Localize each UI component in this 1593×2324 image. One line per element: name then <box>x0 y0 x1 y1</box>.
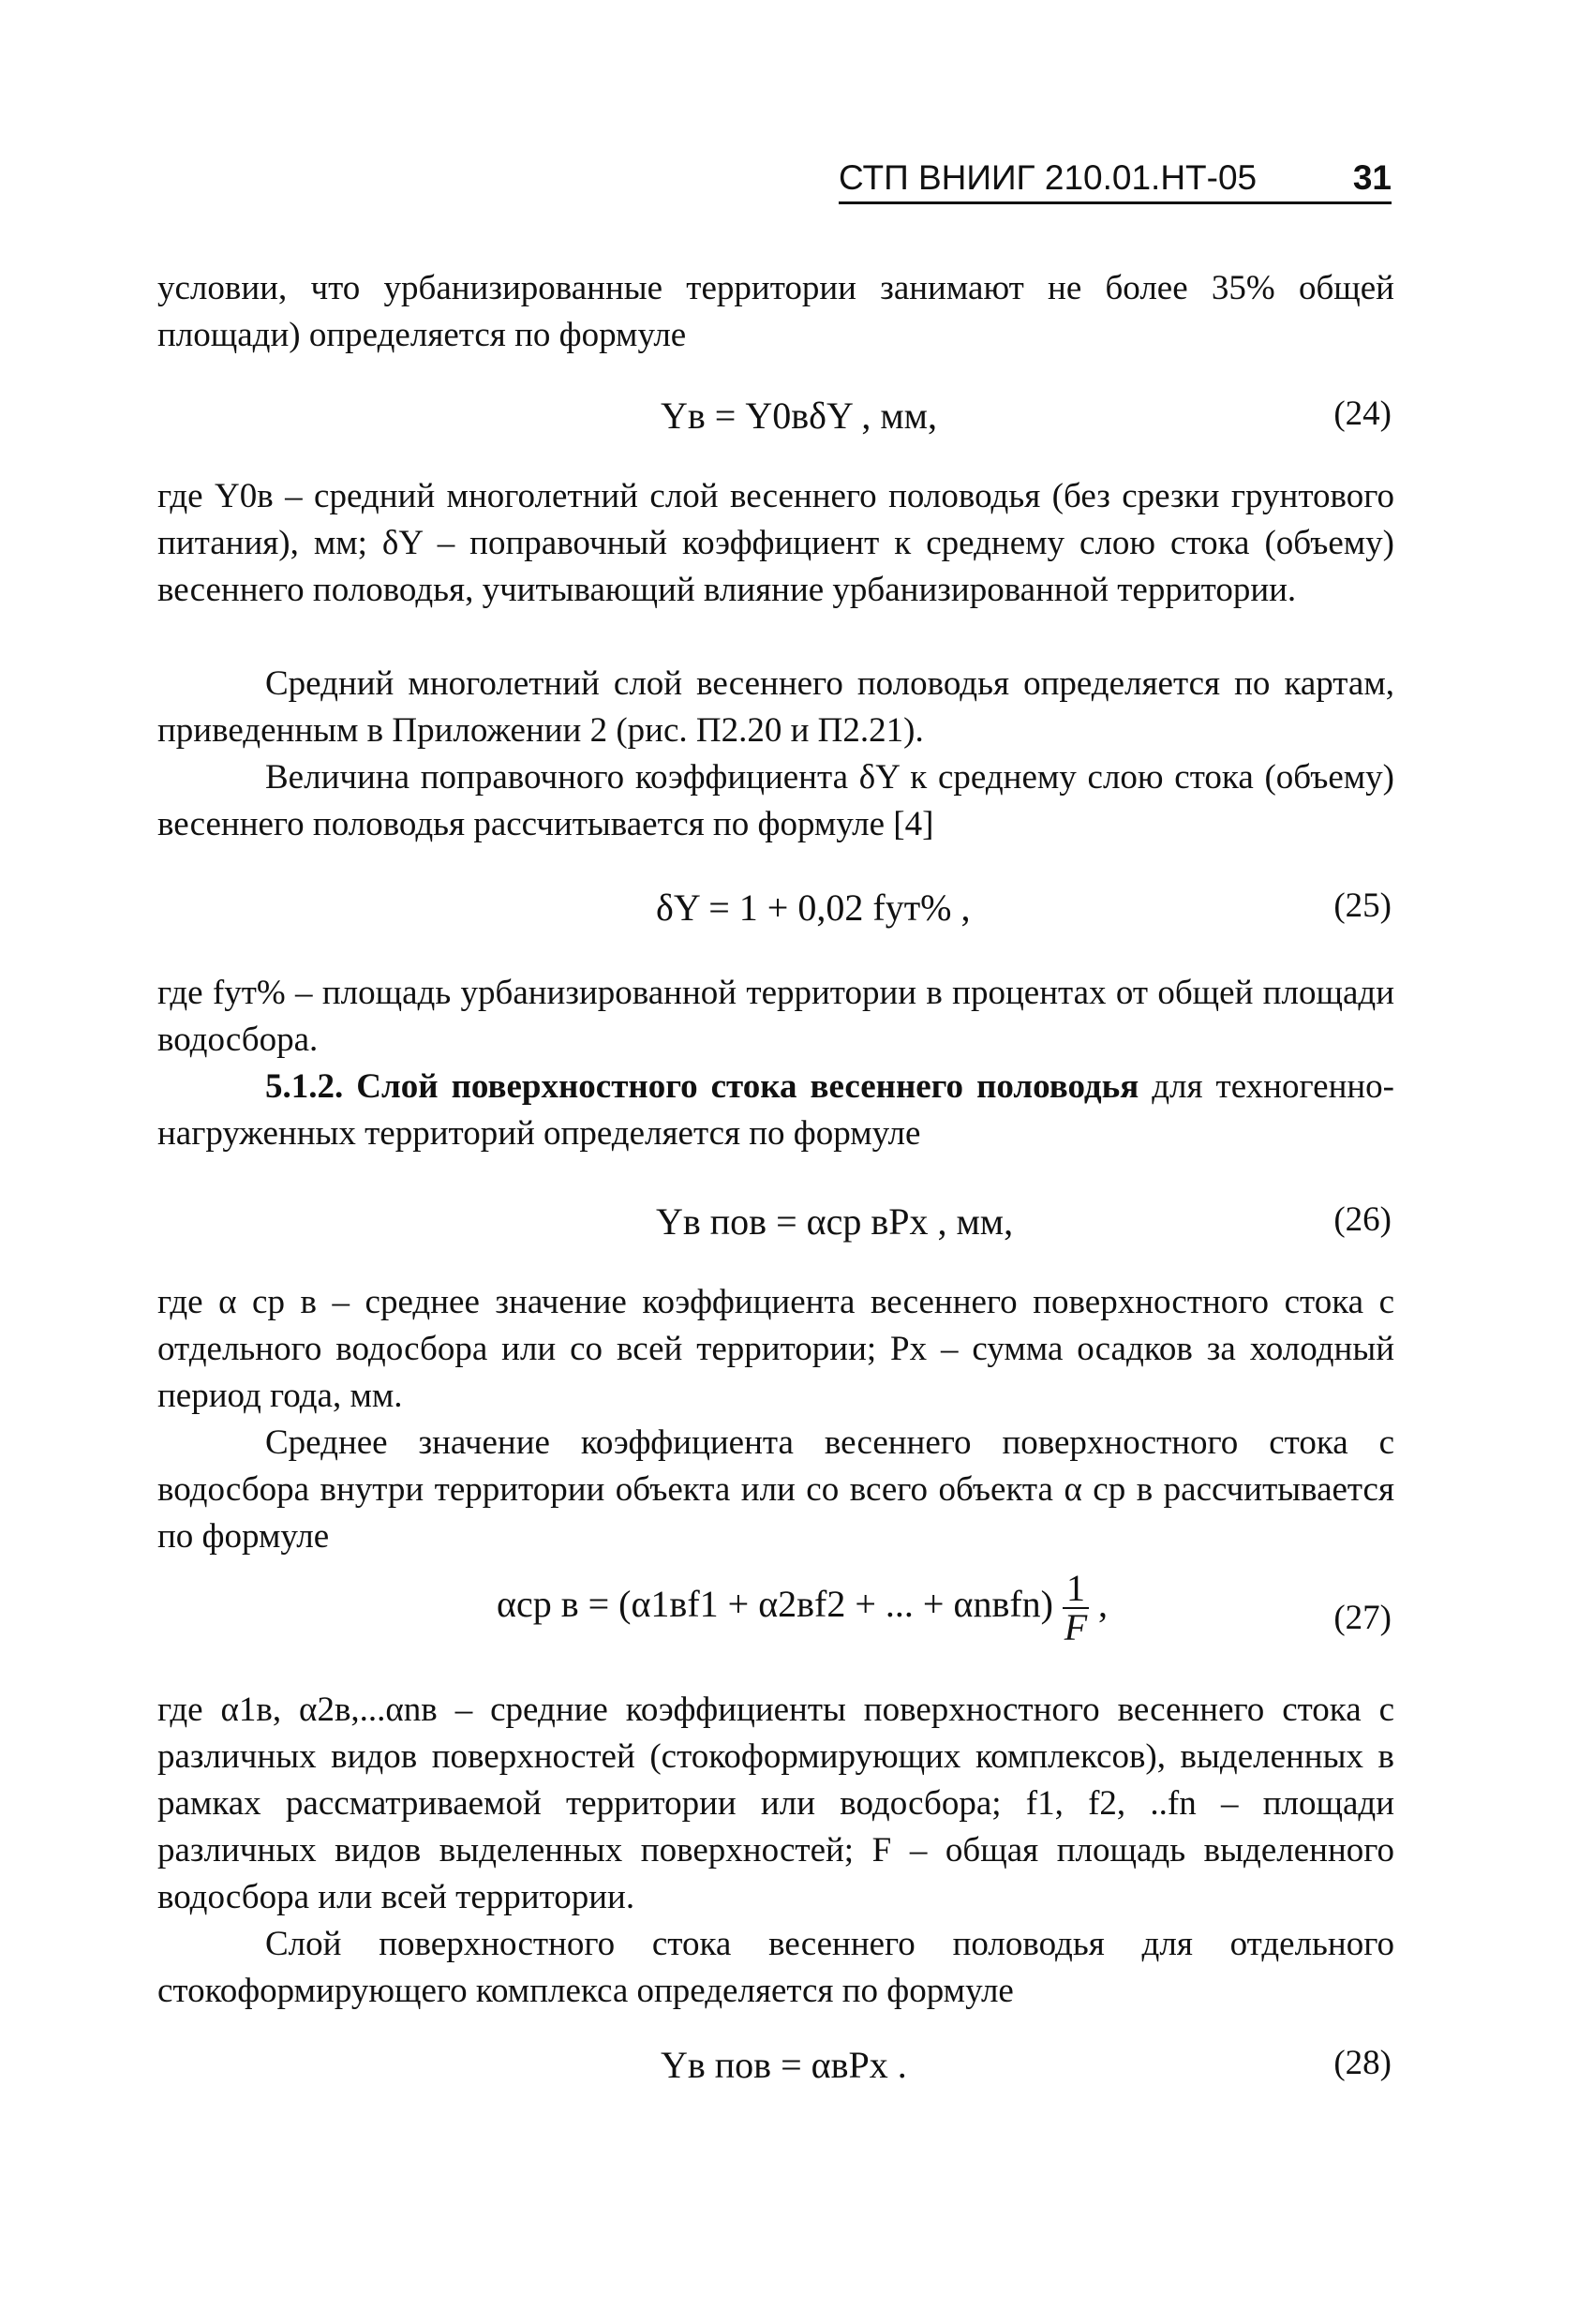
paragraph-1: условии, что урбанизированные территории занимают не более 35% общей площади) определяется по формуле <box>157 269 1394 354</box>
paragraph-2: где Y0в – средний многолетний слой весеннего половодья (без срезки грунтового питания), мм; δY – поправочный коэффициент к среднему слою стока (объему) весеннего половодья, учитывающий влияние урбанизированной территории. <box>157 477 1394 609</box>
page-number: 31 <box>1352 158 1392 197</box>
paragraph-5: где fут% – площадь урбанизированной территории в процентах от общей площади водосбора. <box>157 974 1394 1059</box>
equation-number-28: (28) <box>1333 2044 1392 2082</box>
paragraph-8: Среднее значение коэффициента весеннего поверхностного стока с водосбора внутри территории объекта или со всего объекта α ср в рассчитывается по формуле <box>157 1423 1394 1556</box>
paragraph-9: где α1в, α2в,...αnв – средние коэффициенты поверхностного весеннего стока с различных видов поверхностей (стокоформирующих комплексов), выделенных в рамках рассматриваемой территории или водосбора; f1, f2, ..fn – площади различных видов выделенных поверхностей; F – общая площадь выделенного водосбора или всей территории. <box>157 1691 1394 1916</box>
paragraph-6 <box>157 1064 1394 1157</box>
formula-27 <box>497 1567 1108 1648</box>
formula-27-fraction <box>1063 1567 1089 1648</box>
formula-28: Yв пов = αвPx . <box>661 2044 907 2086</box>
fraction-numerator: 1 <box>1063 1570 1089 1609</box>
formula-25: δY = 1 + 0,02 fут% , <box>656 886 971 929</box>
formula-24: Yв = Y0вδY , мм, <box>661 395 937 437</box>
section-heading-5-1-2: 5.1.2. Слой поверхностного стока весеннего половодья <box>265 1067 1139 1106</box>
paragraph-3: Средний многолетний слой весеннего половодья определяется по картам, приведенным в Приложении 2 (рис. П2.20 и П2.21). <box>157 664 1394 750</box>
paragraph-6-text: для техногенно-нагруженных территорий определяется по формуле <box>157 1067 1394 1153</box>
document-code: СТП ВНИИГ 210.01.НТ-05 <box>839 158 1258 197</box>
formula-27-tail: , <box>1097 1583 1108 1626</box>
paragraph-7: где α ср в – среднее значение коэффициента весеннего поверхностного стока с отдельного водосбора или со всей территории; Px – сумма осадков за холодный период года, мм. <box>157 1283 1394 1415</box>
equation-number-26: (26) <box>1333 1200 1392 1239</box>
paragraph-10: Слой поверхностного стока весеннего половодья для отдельного стокоформирующего комплекса определяется по формуле <box>157 1925 1394 2010</box>
fraction-denominator: F <box>1064 1606 1088 1648</box>
formula-27-expression: αср в = (α1вf1 + α2вf2 + ... + αnвfn) <box>497 1583 1053 1626</box>
equation-number-27: (27) <box>1333 1599 1392 1637</box>
formula-26: Yв пов = αср вPx , мм, <box>656 1200 1014 1243</box>
equation-number-25: (25) <box>1333 886 1392 925</box>
page-header <box>839 157 1392 204</box>
paragraph-4: Величина поправочного коэффициента δY к среднему слою стока (объему) весеннего половодья рассчитывается по формуле [4] <box>157 758 1394 843</box>
equation-number-24: (24) <box>1333 395 1392 433</box>
